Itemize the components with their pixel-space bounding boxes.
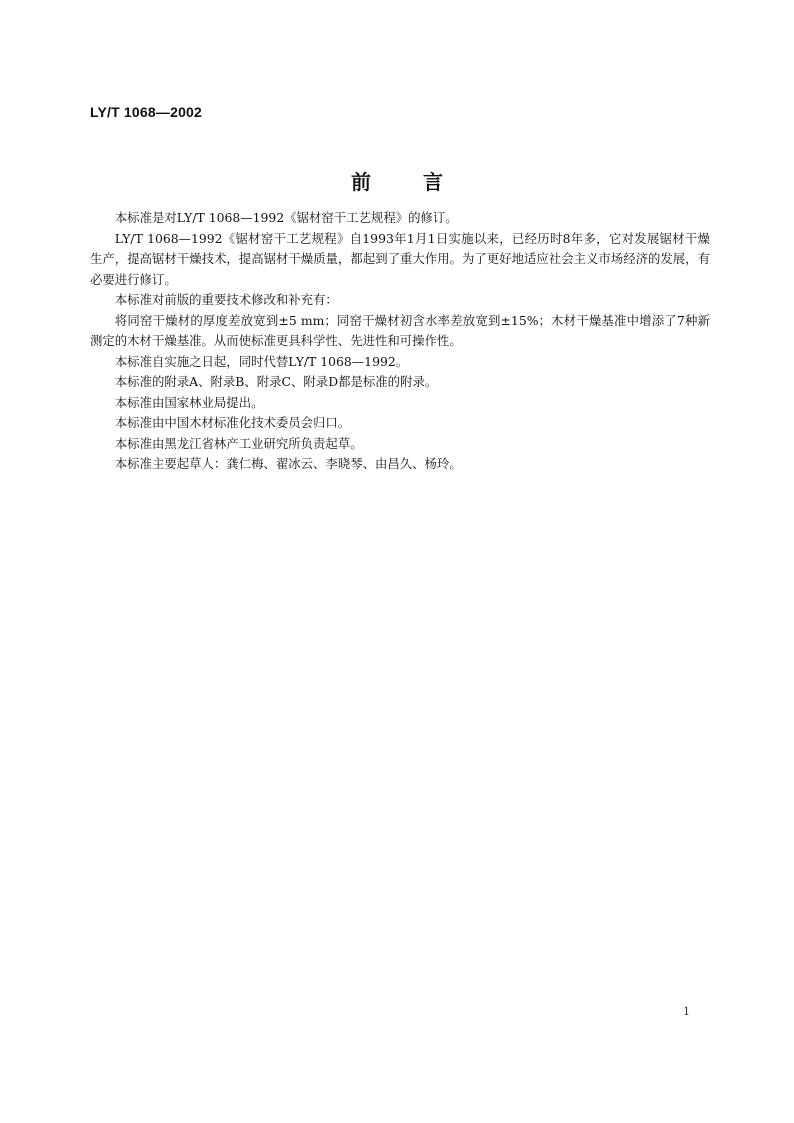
paragraph: 本标准是对LY/T 1068—1992《锯材窑干工艺规程》的修订。 xyxy=(114,210,458,225)
paragraph: 本标准自实施之日起，同时代替LY/T 1068—1992。 xyxy=(114,353,409,369)
paragraph: 本标准的附录A、附录B、附录C、附录D都是标准的附录。 xyxy=(114,374,438,389)
paragraph: 本标准对前版的重要技术修改和补充有： xyxy=(114,292,338,307)
paragraph: 本标准由国家林业局提出。 xyxy=(114,394,264,410)
paragraph: 本标准主要起草人：龚仁梅、翟冰云、李晓琴、由昌久、杨玲。 xyxy=(114,456,462,471)
paragraph: 本标准由黑龙江省林产工业研究所负责起草。 xyxy=(114,435,363,451)
standard-code: LY/T 1068—2002 xyxy=(90,104,203,120)
page-number: 1 xyxy=(683,1005,690,1018)
page-title: 前言 xyxy=(351,170,495,194)
foreword-body xyxy=(90,208,710,475)
paragraph: 本标准由中国木材标准化技术委员会归口。 xyxy=(114,415,351,430)
paragraph: LY/T 1068—1992《锯材窑干工艺规程》自1993年1月1日实施以来，已经历时8年多，它对发展锯材干燥生产，提高锯材干燥技术，提高锯材干燥质量，都起到了重大作用。为了更好地适应社会主义市场经济的发展，有必要进行修订。 xyxy=(90,230,710,287)
paragraph: 将同窑干燥材的厚度差放宽到±5 mm；同窑干燥材初含水率差放宽到±15%；木材干燥基准中增添了7种新测定的木材干燥基准。从而使标准更具科学性、先进性和可操作性。 xyxy=(90,312,710,348)
